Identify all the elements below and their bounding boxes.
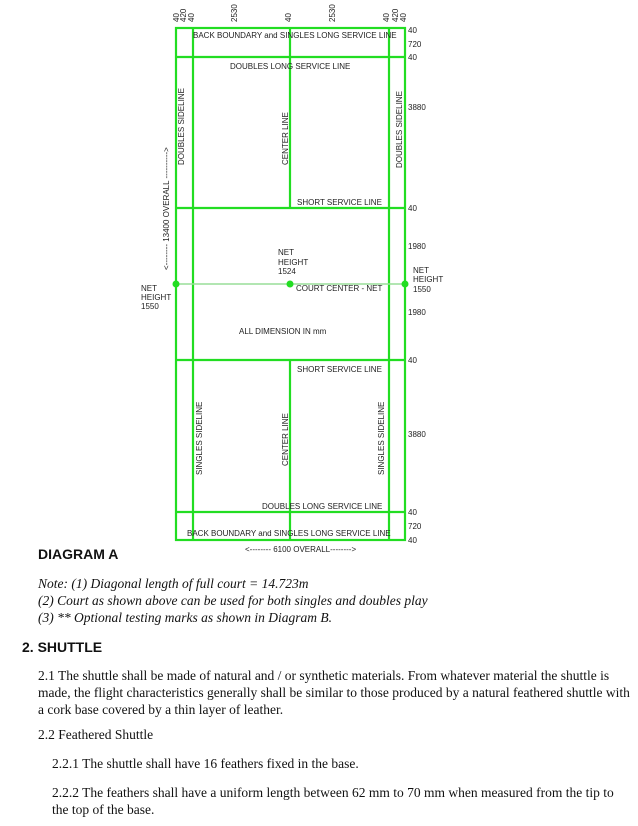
doubles-long-service-label-top: DOUBLES LONG SERVICE LINE <box>230 62 351 71</box>
court-center-mark <box>287 281 294 288</box>
net-height-right-value: 1550 <box>413 285 431 294</box>
all-dimension-label: ALL DIMENSION IN mm <box>239 327 327 336</box>
top-dim: 420 <box>179 8 188 22</box>
right-dim: 1980 <box>408 242 426 251</box>
top-dim: 40 <box>187 13 196 22</box>
top-dim: 40 <box>284 13 293 22</box>
net-height-center-line1: NET <box>278 248 294 257</box>
back-boundary-label-top: BACK BOUNDARY and SINGLES LONG SERVICE LINE <box>193 31 397 40</box>
top-dim: 420 <box>391 8 400 22</box>
doubles-long-service-label-bottom: DOUBLES LONG SERVICE LINE <box>262 502 383 511</box>
overall-width-label: <-------- 6100 OVERALL--------> <box>245 545 357 554</box>
paragraph-2-1: 2.1 The shuttle shall be made of natural and / or synthetic materials. From whatever material the shuttle is made, the flight characteristics generally shall be similar to those produced by a natural feathered shuttle with a cork base covered by a thin layer of leather. <box>38 668 630 717</box>
top-dim: 40 <box>382 13 391 22</box>
paragraph-2-2: 2.2 Feathered Shuttle <box>38 727 154 742</box>
doubles-sideline-label-left: DOUBLES SIDELINE <box>177 88 186 165</box>
diagram-title: DIAGRAM A <box>38 546 119 562</box>
back-boundary-label-bottom: BACK BOUNDARY and SINGLES LONG SERVICE LINE <box>187 529 391 538</box>
right-dim: 3880 <box>408 103 426 112</box>
top-dim: 2530 <box>230 4 239 22</box>
short-service-label-top: SHORT SERVICE LINE <box>297 198 382 207</box>
net-post-right <box>402 281 409 288</box>
paragraph-2-2-2-text: 2.2.2 The feathers shall have a uniform length between 62 mm to 70 mm when measured from the tip to the top of the base. <box>52 785 614 817</box>
net-height-left-value: 1550 <box>141 302 159 311</box>
right-dim: 40 <box>408 508 417 517</box>
note-1: Note: (1) Diagonal length of full court = 14.723m <box>38 576 309 591</box>
right-dim: 720 <box>408 522 422 531</box>
net-height-center-line2: HEIGHT <box>278 258 309 267</box>
center-line-label-top: CENTER LINE <box>281 112 290 165</box>
net-height-center-value: 1524 <box>278 267 296 276</box>
right-dim: 1980 <box>408 308 426 317</box>
paragraph-2-2-2 <box>52 784 628 818</box>
singles-sideline-label-right: SINGLES SIDELINE <box>377 401 386 475</box>
short-service-label-bottom: SHORT SERVICE LINE <box>297 365 382 374</box>
right-dim: 40 <box>408 26 417 35</box>
net-post-left <box>173 281 180 288</box>
net-height-left-line2: HEIGHT <box>141 293 172 302</box>
paragraph-2-2-1: 2.2.1 The shuttle shall have 16 feathers fixed in the base. <box>52 756 359 771</box>
right-dim: 40 <box>408 356 417 365</box>
center-line-label-bottom: CENTER LINE <box>281 413 290 466</box>
overall-length-label: <-------- 13400 OVERALL ----------> <box>162 147 171 270</box>
top-dim: 40 <box>399 13 408 22</box>
right-dim: 3880 <box>408 430 426 439</box>
doubles-sideline-label-right: DOUBLES SIDELINE <box>395 91 404 168</box>
right-dim: 40 <box>408 204 417 213</box>
note-3: (3) ** Optional testing marks as shown in Diagram B. <box>38 610 333 625</box>
section-heading: 2. SHUTTLE <box>22 639 103 655</box>
net-height-right-line1: NET <box>413 266 429 275</box>
top-dim: 40 <box>172 13 181 22</box>
right-dim: 720 <box>408 40 422 49</box>
note-2: (2) Court as shown above can be used for both singles and doubles play <box>38 593 428 608</box>
net-height-right-line2: HEIGHT <box>413 275 444 284</box>
right-dim: 40 <box>408 536 417 545</box>
net-height-left-line1: NET <box>141 284 157 293</box>
court-center-label: COURT CENTER - NET <box>296 284 383 293</box>
top-dim: 2530 <box>328 4 337 22</box>
right-dim: 40 <box>408 53 417 62</box>
singles-sideline-label-left: SINGLES SIDELINE <box>195 401 204 475</box>
